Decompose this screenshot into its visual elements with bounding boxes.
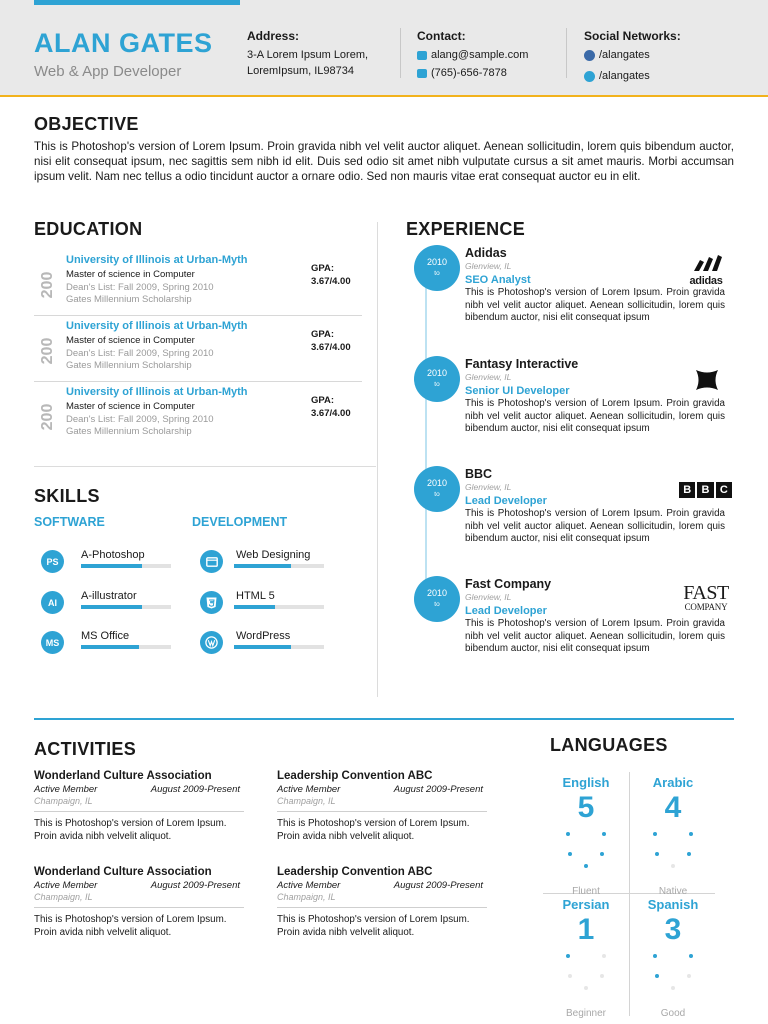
experience-item <box>465 357 725 436</box>
skill-bar-fill <box>234 605 275 609</box>
rating-dot <box>653 954 657 958</box>
skill-name: A-illustrator <box>81 590 137 602</box>
languages-title: LANGUAGES <box>550 735 668 755</box>
rating-dot <box>602 832 606 836</box>
gpa-value: 3.67/4.00 <box>311 342 351 353</box>
language-dots <box>630 824 716 886</box>
skill-bar-fill <box>81 605 142 609</box>
experience-location: Glenview, IL <box>465 372 512 382</box>
contact-title: Contact: <box>417 29 466 43</box>
rating-dot <box>653 832 657 836</box>
contact-block <box>417 28 528 83</box>
skill-bar-fill <box>234 564 291 568</box>
objective-text: This is Photoshop's version of Lorem Ipsum. Proin gravida nibh vel velit auctor aliquet. Aenean sollicitudin, lorem quis bibendum auctor, nisi elit consequat ipsum, nec sagittis sem nibh id elit. Duis sed odio sit amet nibh vulputate cursus a sit amet mauris. Morbi accumsan ipsum velit. Nam nec tellus a odio tincidunt auctor a ornare odio. Sed non mauris vitae erat consequat auctor eu in elit. <box>34 140 734 183</box>
activity-item <box>34 866 244 939</box>
activity-title: Wonderland Culture Association <box>34 866 212 878</box>
experience-position: Senior UI Developer <box>465 385 570 397</box>
activity-role: Active Member <box>277 784 341 795</box>
education-degree: Master of science in Computer <box>66 401 195 412</box>
activity-role: Active Member <box>34 784 98 795</box>
activity-item <box>277 866 487 939</box>
skill-item <box>41 590 171 616</box>
language-level: Good <box>660 1008 686 1019</box>
skill-bar <box>234 564 324 568</box>
column-divider <box>377 222 378 697</box>
education-deans-list: Dean's List: Fall 2009, Spring 2010 <box>66 348 214 359</box>
activity-date: August 2009-Present <box>150 880 240 891</box>
activity-title: Wonderland Culture Association <box>34 770 212 782</box>
language-level: Fluent <box>572 886 600 897</box>
experience-description: This is Photoshop's version of Lorem Ipsum. Proin gravida nibh vel velit auctor aliquet. Aenean sollicitudin, lorem quis bibendum auctor, nisi elit consequat ipsum <box>465 287 725 323</box>
gpa-value: 3.67/4.00 <box>311 408 351 419</box>
rating-dot <box>655 974 659 978</box>
rating-dot <box>566 954 570 958</box>
activity-item <box>277 770 487 843</box>
skill-item <box>200 549 330 575</box>
experience-date-badge <box>414 576 460 622</box>
activity-date: August 2009-Present <box>393 784 483 795</box>
rating-dot <box>687 974 691 978</box>
rating-dot <box>600 852 604 856</box>
activity-description: This is Photoshop's version of Lorem Ipsum. Proin avida nibh velvelit aliquot. <box>34 818 227 842</box>
skill-bar-fill <box>81 645 139 649</box>
email-link[interactable]: alang@sample.com <box>431 49 529 61</box>
activity-meta <box>34 784 244 795</box>
experience-description: This is Photoshop's version of Lorem Ipsum. Proin gravida nibh vel velit auctor aliquet. Aenean sollicitudin, lorem quis bibendum auctor, nisi elit consequat ipsum <box>465 618 725 654</box>
activity-location: Champaign, IL <box>277 892 487 908</box>
language-name: Spanish <box>647 897 699 912</box>
skill-bar-fill <box>234 645 291 649</box>
rating-dot <box>584 864 588 868</box>
activity-description: This is Photoshop's version of Lorem Ipsum. Proin avida nibh velvelit aliquot. <box>277 818 470 842</box>
education-scholarship: Gates Millennium Scholarship <box>66 360 192 371</box>
twitter-link[interactable]: /alangates <box>599 70 650 82</box>
education-deans-list: Dean's List: Fall 2009, Spring 2010 <box>66 414 214 425</box>
software-subtitle: SOFTWARE <box>34 515 105 529</box>
skill-name: A-Photoshop <box>81 549 145 561</box>
rating-dot <box>671 986 675 990</box>
resume-header <box>0 0 768 97</box>
facebook-link[interactable]: /alangates <box>599 49 650 61</box>
skill-badge: AI <box>41 591 64 614</box>
mail-icon <box>417 51 427 60</box>
language-item <box>543 897 629 1019</box>
language-level: Native <box>658 886 688 897</box>
activity-meta <box>277 784 487 795</box>
skill-bar <box>81 645 171 649</box>
language-item <box>630 897 716 1019</box>
language-name: English <box>562 775 610 790</box>
rating-dot <box>566 832 570 836</box>
experience-item <box>465 467 725 546</box>
skill-bar <box>234 605 324 609</box>
experience-position: Lead Developer <box>465 495 547 507</box>
header-accent-bar <box>34 0 240 5</box>
bbc-logo-letter: C <box>716 482 732 498</box>
date-from: 2010 <box>426 478 448 488</box>
experience-timeline <box>425 252 427 612</box>
language-name: Persian <box>562 897 610 912</box>
rating-dot <box>600 974 604 978</box>
rating-dot <box>655 852 659 856</box>
language-score: 3 <box>664 913 682 946</box>
skill-item <box>41 630 171 656</box>
experience-date-badge <box>414 466 460 512</box>
skill-name: MS Office <box>81 630 130 642</box>
rating-dot <box>584 986 588 990</box>
skills-title: SKILLS <box>34 486 100 506</box>
gpa-label: GPA: <box>311 395 335 406</box>
experience-description: This is Photoshop's version of Lorem Ipsum. Proin gravida nibh vel velit auctor aliquet. Aenean sollicitudin, lorem quis bibendum auctor, nisi elit consequat ipsum <box>465 508 725 544</box>
activity-item <box>34 770 244 843</box>
experience-company: Fantasy Interactive <box>465 357 579 371</box>
date-to: to <box>434 270 440 277</box>
skill-bar <box>81 605 171 609</box>
skill-name: Web Designing <box>236 549 311 561</box>
education-title: EDUCATION <box>34 219 143 239</box>
skill-item <box>41 549 171 575</box>
address-title: Address: <box>247 29 300 43</box>
activity-location: Champaign, IL <box>34 892 244 908</box>
date-from: 2010 <box>426 257 448 267</box>
experience-title: EXPERIENCE <box>406 219 526 239</box>
gpa-label: GPA: <box>311 263 335 274</box>
address-block <box>247 28 368 79</box>
section-rule <box>34 718 734 720</box>
social-block <box>584 28 681 86</box>
activity-meta <box>277 880 487 891</box>
fantasy-interactive-logo <box>693 367 721 398</box>
phone-number[interactable]: (765)-656-7878 <box>431 67 507 79</box>
education-university: University of Illinois at Urban-Myth <box>66 386 248 398</box>
language-name: Arabic <box>652 775 694 790</box>
education-deans-list: Dean's List: Fall 2009, Spring 2010 <box>66 282 214 293</box>
date-from: 2010 <box>426 368 448 378</box>
bbc-logo-letter: B <box>679 482 695 498</box>
skill-name: WordPress <box>236 630 291 642</box>
experience-description: This is Photoshop's version of Lorem Ipsum. Proin gravida nibh vel velit auctor aliquet. Aenean sollicitudin, lorem quis bibendum auctor, nisi elit consequat ipsum <box>465 398 725 434</box>
experience-position: SEO Analyst <box>465 274 531 286</box>
skill-bar <box>234 645 324 649</box>
date-to: to <box>434 381 440 388</box>
fast-company-logo-line1: FAST <box>683 582 729 604</box>
experience-company: Fast Company <box>465 577 552 591</box>
activities-title: ACTIVITIES <box>34 739 137 759</box>
wordpress-icon <box>200 631 223 654</box>
education-degree: Master of science in Computer <box>66 335 195 346</box>
language-level: Beginner <box>565 1008 607 1019</box>
education-year: 200 <box>39 337 56 365</box>
language-dots <box>543 824 629 886</box>
education-gpa <box>311 328 351 354</box>
fast-company-logo-line2: COMPANY <box>684 602 728 612</box>
html5-icon <box>200 591 223 614</box>
address-line-1: 3-A Lorem Ipsum Lorem, <box>247 49 369 61</box>
phone-icon <box>417 69 427 78</box>
objective-title: OBJECTIVE <box>34 114 139 134</box>
education-item <box>34 320 362 382</box>
experience-company: Adidas <box>465 246 507 260</box>
experience-date-badge <box>414 356 460 402</box>
section-divider <box>34 466 376 467</box>
activity-meta <box>34 880 244 891</box>
education-year: 200 <box>39 271 56 299</box>
activity-description: This is Photoshop's version of Lorem Ipsum. Proin avida nibh velvelit aliquot. <box>277 914 470 938</box>
activity-location: Champaign, IL <box>277 796 487 812</box>
skill-badge: MS <box>41 631 64 654</box>
education-gpa <box>311 262 351 288</box>
header-divider <box>400 28 401 78</box>
experience-date-badge <box>414 245 460 291</box>
address-line-2: LoremIpsum, IL98734 <box>247 65 355 77</box>
rating-dot <box>671 864 675 868</box>
language-dots <box>630 946 716 1008</box>
social-title: Social Networks: <box>584 29 681 43</box>
language-score: 1 <box>577 913 595 946</box>
education-degree: Master of science in Computer <box>66 269 195 280</box>
rating-dot <box>568 974 572 978</box>
rating-dot <box>689 954 693 958</box>
language-score: 4 <box>664 791 682 824</box>
adidas-logo <box>682 255 730 286</box>
skill-item <box>200 630 330 656</box>
experience-location: Glenview, IL <box>465 592 512 602</box>
facebook-icon <box>584 50 595 61</box>
education-university: University of Illinois at Urban-Myth <box>66 320 248 332</box>
education-university: University of Illinois at Urban-Myth <box>66 254 248 266</box>
development-subtitle: DEVELOPMENT <box>192 515 288 529</box>
activity-date: August 2009-Present <box>150 784 240 795</box>
experience-location: Glenview, IL <box>465 261 512 271</box>
header-divider <box>566 28 567 78</box>
activity-title: Leadership Convention ABC <box>277 770 433 782</box>
rating-dot <box>602 954 606 958</box>
education-year: 200 <box>39 403 56 431</box>
browser-icon <box>200 550 223 573</box>
activity-date: August 2009-Present <box>393 880 483 891</box>
activity-location: Champaign, IL <box>34 796 244 812</box>
rating-dot <box>568 852 572 856</box>
language-item <box>630 775 716 897</box>
gpa-value: 3.67/4.00 <box>311 276 351 287</box>
candidate-name: ALAN GATES <box>34 28 213 58</box>
date-to: to <box>434 491 440 498</box>
skill-badge: PS <box>41 550 64 573</box>
experience-position: Lead Developer <box>465 605 547 617</box>
experience-company: BBC <box>465 467 493 481</box>
rating-dot <box>689 832 693 836</box>
skill-bar <box>81 564 171 568</box>
rating-dot <box>687 852 691 856</box>
experience-location: Glenview, IL <box>465 482 512 492</box>
date-from: 2010 <box>426 588 448 598</box>
activity-title: Leadership Convention ABC <box>277 866 433 878</box>
gpa-label: GPA: <box>311 329 335 340</box>
education-item <box>34 386 362 448</box>
language-dots <box>543 946 629 1008</box>
skill-bar-fill <box>81 564 142 568</box>
education-scholarship: Gates Millennium Scholarship <box>66 426 192 437</box>
activity-role: Active Member <box>34 880 98 891</box>
date-to: to <box>434 601 440 608</box>
skill-name: HTML 5 <box>236 590 275 602</box>
adidas-logo-text: adidas <box>689 275 723 287</box>
bbc-logo-letter: B <box>697 482 713 498</box>
skill-item <box>200 590 330 616</box>
bbc-logo <box>679 482 732 498</box>
education-item <box>34 254 362 316</box>
language-score: 5 <box>577 791 595 824</box>
candidate-role: Web & App Developer <box>34 63 182 80</box>
fast-company-logo <box>680 584 732 612</box>
education-gpa <box>311 394 351 420</box>
activity-description: This is Photoshop's version of Lorem Ipsum. Proin avida nibh velvelit aliquot. <box>34 914 227 938</box>
activity-role: Active Member <box>277 880 341 891</box>
twitter-icon <box>584 71 595 82</box>
education-scholarship: Gates Millennium Scholarship <box>66 294 192 305</box>
language-item <box>543 775 629 897</box>
